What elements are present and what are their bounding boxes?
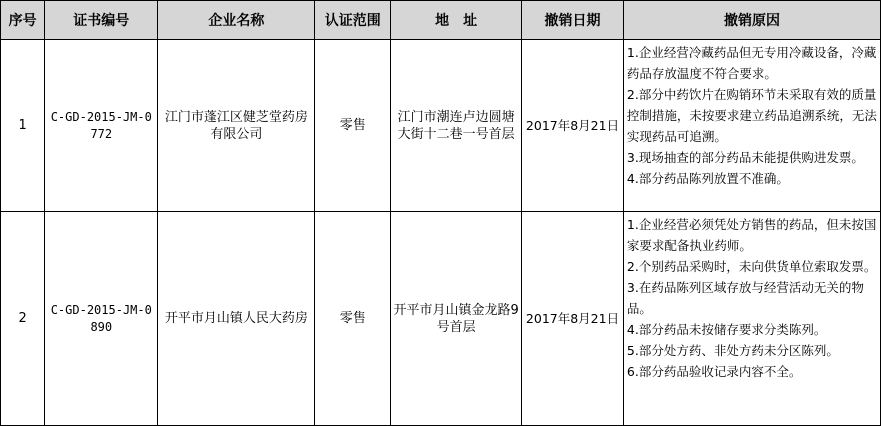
cell-company: 开平市月山镇人民大药房: [158, 212, 315, 426]
table-row: [1, 212, 881, 426]
reason-item: 4.部分药品未按储存要求分类陈列。: [626, 322, 827, 337]
reason-item: 4.部分药品陈列放置不准确。: [626, 171, 789, 186]
header-seq: 序号: [1, 1, 45, 40]
cell-revoke-date: 2017年8月21日: [522, 40, 624, 212]
cell-cert-no: C-GD-2015-JM-0772: [45, 40, 158, 212]
header-row: [1, 1, 881, 40]
cell-reason: [623, 40, 880, 212]
cell-seq: 1: [1, 40, 45, 212]
reason-item: 1.企业经营必须凭处方销售的药品，但未按国家要求配备执业药师。: [626, 217, 877, 253]
cell-seq: 2: [1, 212, 45, 426]
header-reason: 撤销原因: [623, 1, 880, 40]
reason-item: 5.部分处方药、非处方药未分区陈列。: [626, 343, 839, 358]
cell-company: 江门市蓬江区健芝堂药房有限公司: [158, 40, 315, 212]
header-scope: 认证范围: [315, 1, 391, 40]
header-address: 地 址: [391, 1, 522, 40]
cell-cert-no: C-GD-2015-JM-0890: [45, 212, 158, 426]
table-row: [1, 40, 881, 212]
header-cert-no: 证书编号: [45, 1, 158, 40]
reason-item: 2.个别药品采购时，未向供货单位索取发票。: [626, 259, 877, 274]
header-revoke-date: 撤销日期: [522, 1, 624, 40]
reason-item: 3.在药品陈列区域存放与经营活动无关的物品。: [626, 280, 864, 316]
cell-reason: [623, 212, 880, 426]
cell-revoke-date: 2017年8月21日: [522, 212, 624, 426]
reason-item: 3.现场抽查的部分药品未能提供购进发票。: [626, 150, 864, 165]
cell-scope: 零售: [315, 212, 391, 426]
reason-item: 2.部分中药饮片在购销环节未采取有效的质量控制措施，未按要求建立药品追溯系统，无法实现药品可追溯。: [626, 87, 877, 144]
reason-item: 1.企业经营冷藏药品但无专用冷藏设备，冷藏药品存放温度不符合要求。: [626, 45, 877, 81]
header-company: 企业名称: [158, 1, 315, 40]
cell-address: 开平市月山镇金龙路9号首层: [391, 212, 522, 426]
cell-scope: 零售: [315, 40, 391, 212]
cell-address: 江门市潮连卢边圆塘大街十二巷一号首层: [391, 40, 522, 212]
reason-item: 6.部分药品验收记录内容不全。: [626, 364, 802, 379]
